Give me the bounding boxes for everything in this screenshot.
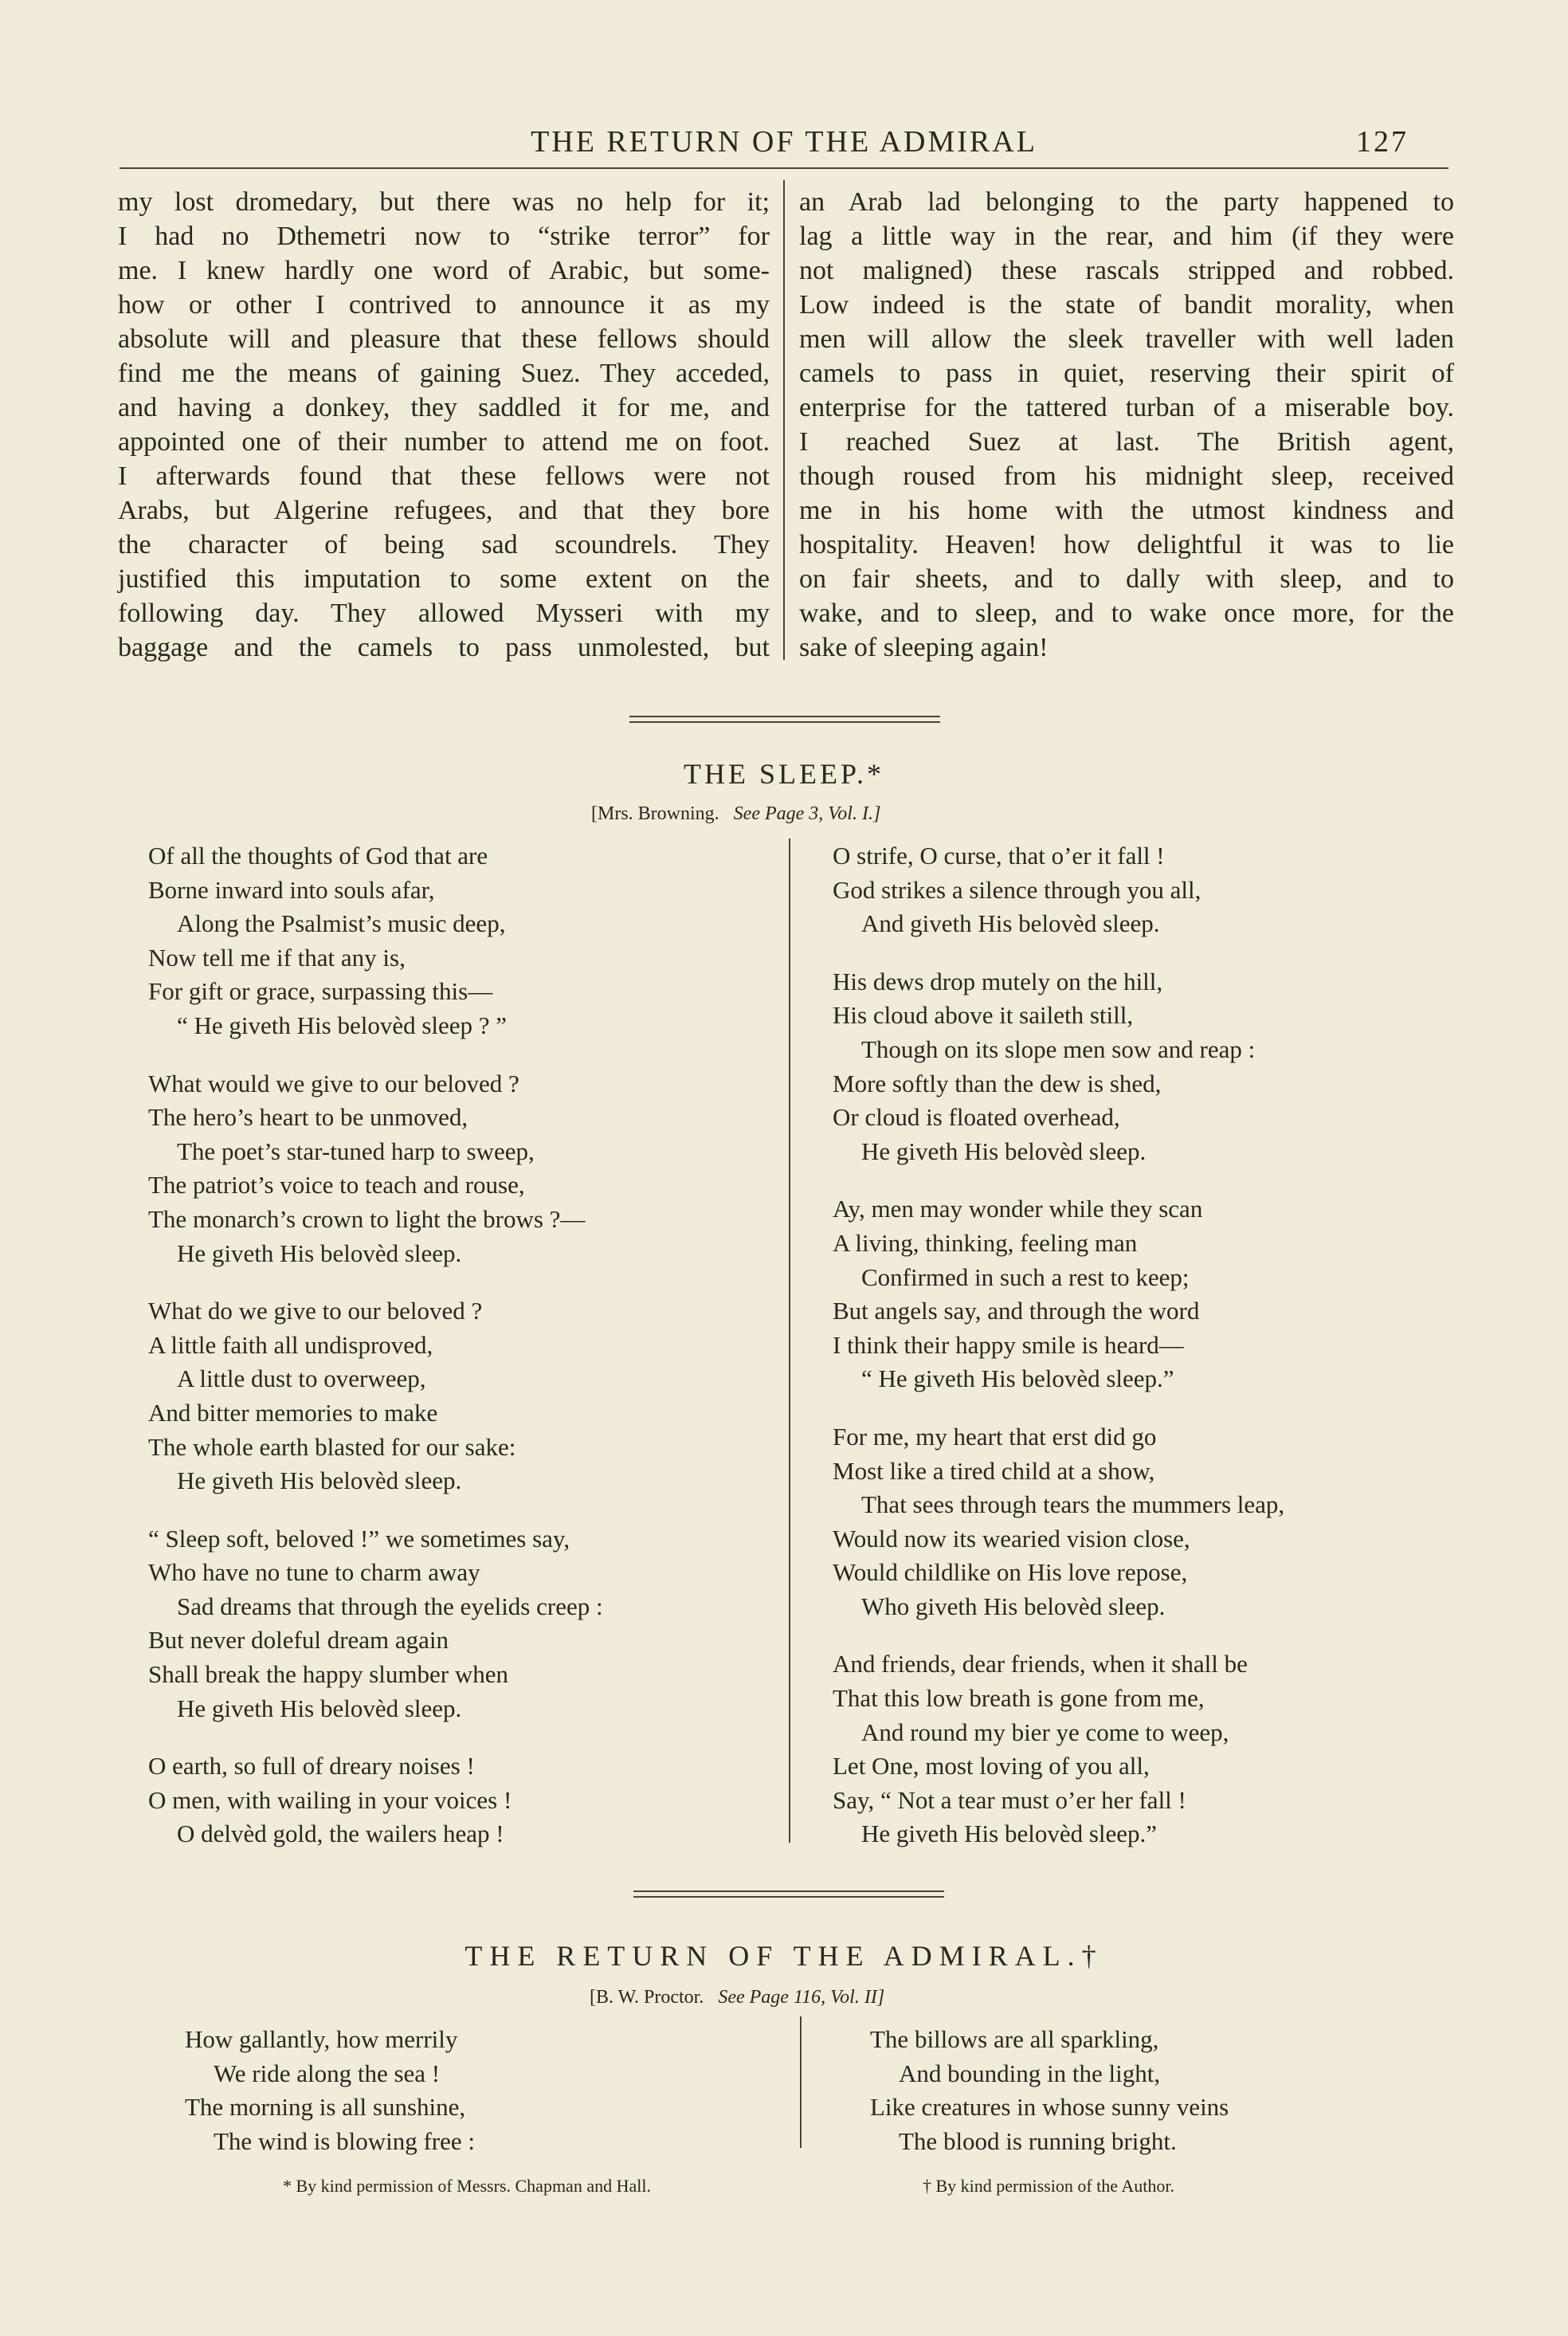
verse-line: Shall break the happy slumber when bbox=[148, 1660, 508, 1689]
header-rule bbox=[120, 167, 1448, 169]
verse-line: But never doleful dream again bbox=[148, 1626, 449, 1655]
page-number: 127 bbox=[1356, 125, 1409, 159]
prose-line: not maligned) these rascals stripped and robbed. bbox=[799, 256, 1454, 285]
verse-line: God strikes a silence through you all, bbox=[833, 875, 1201, 904]
footnote-star: * By kind permission of Messrs. Chapman and Hall. bbox=[283, 2176, 651, 2196]
prose-line: me. I knew hardly one word of Arabic, but some- bbox=[118, 256, 770, 285]
footnote-dagger: † By kind permission of the Author. bbox=[923, 2176, 1174, 2196]
prose-line: Low indeed is the state of bandit morality, when bbox=[799, 290, 1454, 320]
verse-line: The billows are all sparkling, bbox=[870, 2025, 1159, 2053]
verse-line: Or cloud is floated overhead, bbox=[833, 1103, 1120, 1132]
verse-line: That sees through tears the mummers leap, bbox=[861, 1490, 1285, 1519]
verse-line: He giveth His belovèd sleep. bbox=[177, 1239, 462, 1267]
sleep-attribution bbox=[591, 803, 880, 825]
section-rule-bottom-2 bbox=[633, 1896, 944, 1898]
verse-line: The blood is running bright. bbox=[899, 2126, 1177, 2155]
stanza-gap bbox=[148, 1270, 603, 1294]
sleep-author: [Mrs. Browning. bbox=[591, 803, 719, 824]
running-head bbox=[120, 118, 1448, 166]
prose-line: absolute will and pleasure that these fellows should bbox=[118, 324, 770, 354]
verse-line: The monarch’s crown to light the brows ?— bbox=[148, 1204, 586, 1233]
verse-line: His cloud above it saileth still, bbox=[833, 1001, 1134, 1030]
verse-line: Would childlike on His love repose, bbox=[833, 1558, 1188, 1587]
verse-line: Ay, men may wonder while they scan bbox=[833, 1195, 1203, 1223]
verse-line: And friends, dear friends, when it shall be bbox=[833, 1650, 1248, 1678]
verse-line: A living, thinking, feeling man bbox=[833, 1228, 1138, 1257]
prose-line: appointed one of their number to attend me on foot. bbox=[118, 427, 770, 457]
prose-column-divider bbox=[783, 180, 785, 660]
stanza-gap bbox=[833, 1623, 1284, 1647]
verse-line: He giveth His belovèd sleep. bbox=[177, 1694, 462, 1722]
verse-line: Who have no tune to charm away bbox=[148, 1558, 480, 1587]
verse-line: I think their happy smile is heard— bbox=[833, 1330, 1184, 1359]
verse-line: He giveth His belovèd sleep.” bbox=[861, 1820, 1158, 1848]
verse-line: And bounding in the light, bbox=[899, 2059, 1161, 2087]
prose-line: and having a donkey, they saddled it for me, and bbox=[118, 393, 770, 422]
verse-line: Most like a tired child at a show, bbox=[833, 1456, 1155, 1485]
verse-line: Would now its wearied vision close, bbox=[833, 1524, 1190, 1553]
stanza-gap bbox=[833, 1168, 1284, 1192]
prose-line: men will allow the sleek traveller with well laden bbox=[799, 324, 1454, 354]
verse-line: For gift or grace, surpassing this— bbox=[148, 977, 493, 1006]
verse-line: What would we give to our beloved ? bbox=[148, 1069, 519, 1097]
verse-line: The poet’s star-tuned harp to sweep, bbox=[177, 1137, 535, 1165]
verse-line: Confirmed in such a rest to keep; bbox=[861, 1262, 1190, 1291]
admiral-attribution bbox=[590, 1987, 884, 2008]
verse-line: O delvèd gold, the wailers heap ! bbox=[177, 1820, 504, 1848]
verse-line: “ He giveth His belovèd sleep ? ” bbox=[177, 1011, 508, 1039]
verse-line: Though on its slope men sow and reap : bbox=[861, 1035, 1256, 1063]
prose-line: me in his home with the utmost kindness and bbox=[799, 496, 1454, 525]
verse-line: More softly than the dew is shed, bbox=[833, 1069, 1162, 1097]
verse-line: “ Sleep soft, beloved !” we sometimes say, bbox=[148, 1524, 570, 1553]
prose-line: the character of being sad scoundrels. They bbox=[118, 530, 770, 559]
prose-line: sake of sleeping again! bbox=[799, 633, 1049, 662]
stanza-gap bbox=[148, 1043, 603, 1067]
sleep-column-right bbox=[833, 839, 1284, 1851]
verse-line: O strife, O curse, that o’er it fall ! bbox=[833, 842, 1165, 870]
prose-column-right bbox=[799, 185, 1454, 665]
admiral-source: See Page 116, Vol. II] bbox=[718, 1987, 885, 2008]
prose-line: lag a little way in the rear, and him (if they were bbox=[799, 222, 1454, 251]
prose-line: camels to pass in quiet, reserving their spirit of bbox=[799, 359, 1454, 388]
verse-line: A little faith all undisproved, bbox=[148, 1330, 433, 1359]
verse-line: Who giveth His belovèd sleep. bbox=[861, 1592, 1166, 1620]
prose-line: find me the means of gaining Suez. They acceded, bbox=[118, 359, 770, 388]
prose-line: wake, and to sleep, and to wake once more, for the bbox=[799, 599, 1454, 628]
prose-line: how or other I contrived to announce it as my bbox=[118, 290, 770, 320]
prose-line: though roused from his midnight sleep, received bbox=[799, 461, 1454, 491]
section-rule-top bbox=[629, 716, 940, 717]
verse-line: The whole earth blasted for our sake: bbox=[148, 1432, 516, 1461]
verse-line: And bitter memories to make bbox=[148, 1398, 438, 1427]
prose-line: justified this imputation to some extent on the bbox=[118, 564, 770, 594]
verse-line: And round my bier ye come to weep, bbox=[861, 1718, 1229, 1746]
verse-line: Like creatures in whose sunny veins bbox=[870, 2093, 1229, 2122]
stanza-gap bbox=[148, 1725, 603, 1749]
verse-line: He giveth His belovèd sleep. bbox=[861, 1137, 1147, 1165]
verse-line: We ride along the sea ! bbox=[214, 2059, 441, 2087]
verse-line: Sad dreams that through the eyelids creep : bbox=[177, 1592, 603, 1620]
verse-line: What do we give to our beloved ? bbox=[148, 1297, 483, 1325]
admiral-column-left bbox=[185, 2023, 475, 2158]
prose-column-left bbox=[118, 185, 770, 665]
stanza-gap bbox=[833, 941, 1284, 965]
verse-line: The wind is blowing free : bbox=[214, 2126, 476, 2155]
prose-line: I afterwards found that these fellows were not bbox=[118, 461, 770, 491]
poem-title-sleep: THE SLEEP.* bbox=[683, 758, 884, 790]
verse-line: Borne inward into souls afar, bbox=[148, 875, 435, 904]
sleep-column-left bbox=[148, 839, 603, 1851]
prose-line: an Arab lad belonging to the party happened to bbox=[799, 187, 1454, 217]
prose-line: on fair sheets, and to dally with sleep, and to bbox=[799, 564, 1454, 594]
sleep-source: See Page 3, Vol. I.] bbox=[733, 803, 881, 824]
verse-line: “ He giveth His belovèd sleep.” bbox=[861, 1364, 1174, 1393]
verse-line: O earth, so full of dreary noises ! bbox=[148, 1752, 475, 1780]
verse-line: He giveth His belovèd sleep. bbox=[177, 1466, 462, 1495]
prose-line: baggage and the camels to pass unmolested, but bbox=[118, 633, 770, 662]
verse-line: Along the Psalmist’s music deep, bbox=[177, 909, 506, 938]
prose-line: I reached Suez at last. The British agent, bbox=[799, 427, 1454, 457]
prose-line: hospitality. Heaven! how delightful it was to lie bbox=[799, 530, 1454, 559]
running-head-title: THE RETURN OF THE ADMIRAL bbox=[531, 125, 1037, 159]
prose-line: I had no Dthemetri now to “strike terror” for bbox=[118, 222, 770, 251]
verse-line: A little dust to overweep, bbox=[177, 1364, 426, 1393]
prose-line: following day. They allowed Mysseri with my bbox=[118, 599, 770, 628]
admiral-author: [B. W. Proctor. bbox=[590, 1987, 704, 2008]
verse-line: Say, “ Not a tear must o’er her fall ! bbox=[833, 1785, 1186, 1814]
verse-line: The morning is all sunshine, bbox=[185, 2093, 466, 2122]
poem-title-admiral: THE RETURN OF THE ADMIRAL.† bbox=[465, 1940, 1103, 1972]
verse-line: His dews drop mutely on the hill, bbox=[833, 967, 1163, 995]
verse-line: How gallantly, how merrily bbox=[185, 2025, 458, 2053]
prose-line: my lost dromedary, but there was no help for it; bbox=[118, 187, 770, 217]
prose-line: enterprise for the tattered turban of a miserable boy. bbox=[799, 393, 1454, 422]
sleep-column-divider bbox=[789, 838, 790, 1843]
verse-line: O men, with wailing in your voices ! bbox=[148, 1785, 512, 1814]
verse-line: And giveth His belovèd sleep. bbox=[861, 909, 1160, 938]
verse-line: That this low breath is gone from me, bbox=[833, 1684, 1205, 1713]
verse-line: Of all the thoughts of God that are bbox=[148, 842, 488, 870]
verse-line: Let One, most loving of you all, bbox=[833, 1752, 1150, 1780]
section-rule-bottom bbox=[629, 721, 940, 723]
verse-line: For me, my heart that erst did go bbox=[833, 1422, 1157, 1451]
verse-line: But angels say, and through the word bbox=[833, 1297, 1200, 1325]
prose-line: Arabs, but Algerine refugees, and that they bore bbox=[118, 496, 770, 525]
verse-line: The patriot’s voice to teach and rouse, bbox=[148, 1171, 525, 1199]
section-rule-top-2 bbox=[633, 1890, 944, 1892]
verse-line: Now tell me if that any is, bbox=[148, 943, 406, 972]
admiral-column-divider bbox=[800, 2016, 802, 2148]
stanza-gap bbox=[833, 1396, 1284, 1420]
verse-line: The hero’s heart to be unmoved, bbox=[148, 1103, 468, 1132]
admiral-column-right bbox=[870, 2023, 1229, 2158]
stanza-gap bbox=[148, 1498, 603, 1522]
